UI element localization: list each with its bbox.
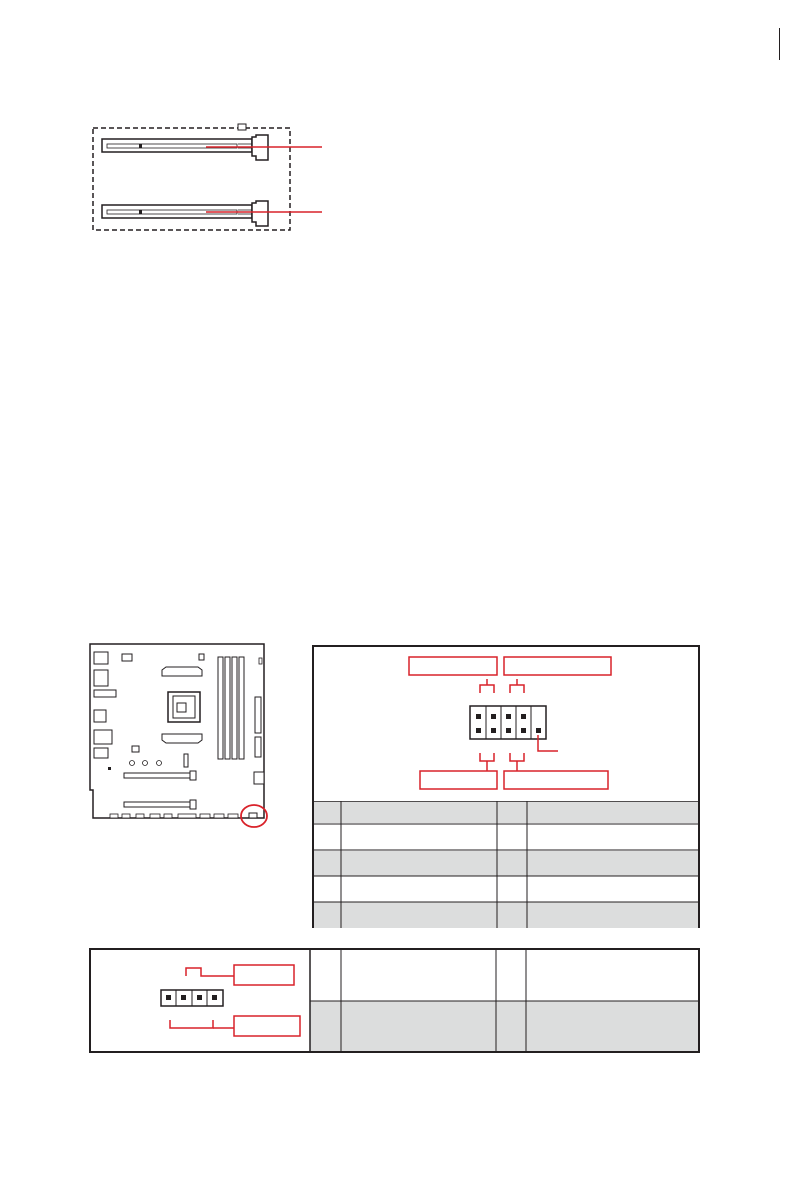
table-row xyxy=(314,902,698,928)
four-pin-header-table xyxy=(89,948,700,1053)
four-pin-connector xyxy=(161,990,223,1006)
label-box-bottom-right xyxy=(504,771,608,789)
slot-latch-tab xyxy=(238,124,246,130)
label-box-bottom-left xyxy=(420,771,497,789)
front-panel-pin-table xyxy=(312,645,700,928)
front-panel-connector xyxy=(470,706,546,739)
table-row xyxy=(314,851,698,876)
label-box-top-right xyxy=(504,657,611,675)
label-box-top xyxy=(234,965,294,985)
label-box-bottom xyxy=(234,1016,300,1036)
table-row xyxy=(314,801,698,823)
motherboard-thumbnail xyxy=(86,640,276,830)
pcie-slot-2 xyxy=(102,201,268,226)
pcie-slot-figure xyxy=(88,120,338,240)
page-crop-mark xyxy=(779,28,780,60)
label-box-top-left xyxy=(409,657,497,675)
table-row xyxy=(310,1001,698,1051)
